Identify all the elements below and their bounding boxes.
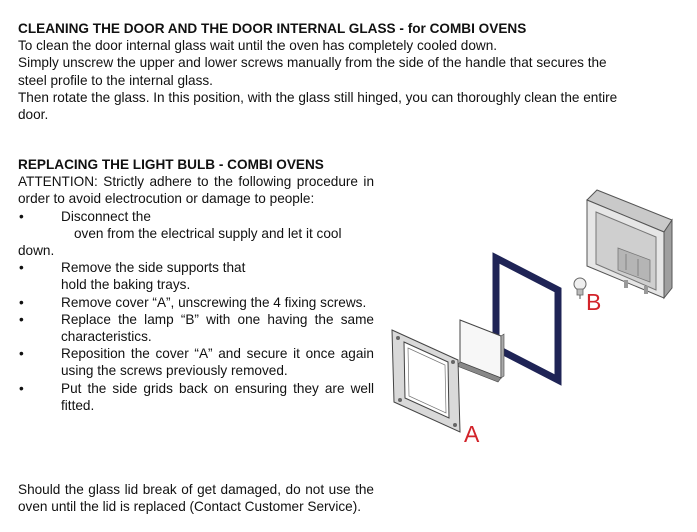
lamp-housing (587, 190, 672, 298)
attention-paragraph: ATTENTION: Strictly adhere to the following procedure in order to avoid electrocution or damage to people: (18, 174, 374, 207)
step-text-line: hold the baking trays. (61, 277, 191, 293)
light-bulb-heading: REPLACING THE LIGHT BULB - COMBI OVENS (18, 157, 324, 172)
door-cleaning-line: steel profile to the internal glass. (18, 72, 213, 88)
step-text-line: Remove the side supports that (61, 260, 246, 276)
door-cleaning-heading: CLEANING THE DOOR AND THE DOOR INTERNAL GLASS - for COMBI OVENS (18, 21, 527, 36)
door-cleaning-line: door. (18, 107, 49, 123)
bullet-symbol: • (19, 260, 24, 276)
step-text: Replace the lamp “B” with one having the same characteristics. (61, 311, 374, 345)
cover-a (392, 330, 460, 432)
door-cleaning-line: To clean the door internal glass wait until the oven has completely cooled down. (18, 38, 498, 54)
door-cleaning-section (18, 20, 678, 123)
procedure-step (18, 294, 374, 311)
step-text-line: down. (18, 243, 55, 259)
procedure-step (18, 380, 374, 414)
step-text-line: Disconnect the (61, 208, 151, 224)
light-bulb (574, 278, 586, 299)
bullet-symbol: • (19, 208, 24, 224)
bullet-symbol: • (19, 380, 24, 396)
bullet-symbol: • (19, 294, 24, 310)
gasket-frame (496, 258, 558, 380)
label-b: B (586, 289, 602, 315)
light-bulb-section (18, 156, 374, 414)
step-text: Reposition the cover “A” and secure it once again using the screws previously removed. (61, 346, 374, 379)
step-text: Remove cover “A”, unscrewing the 4 fixing screws. (61, 294, 367, 310)
label-a: A (464, 421, 480, 447)
procedure-step (18, 345, 374, 379)
door-cleaning-line: Simply unscrew the upper and lower screws manually from the side of the handle that secures the (18, 55, 607, 71)
bullet-symbol: • (19, 346, 24, 362)
step-text-line: oven from the electrical supply and let it cool (74, 225, 342, 241)
procedure-step (18, 311, 374, 345)
lamp-exploded-diagram (382, 180, 682, 450)
procedure-step (18, 259, 374, 293)
step-text: Put the side grids back on ensuring they are well fitted. (61, 380, 374, 413)
door-cleaning-line: Then rotate the glass. In this position, with the glass still hinged, you can thoroughly clean the entire (18, 89, 618, 105)
exploded-view-illustration (382, 180, 682, 450)
glass-warning-paragraph: Should the glass lid break of get damaged, do not use the oven until the lid is replaced (Contact Customer Service). (18, 481, 374, 514)
bullet-symbol: • (19, 311, 24, 327)
procedure-step (18, 208, 374, 260)
